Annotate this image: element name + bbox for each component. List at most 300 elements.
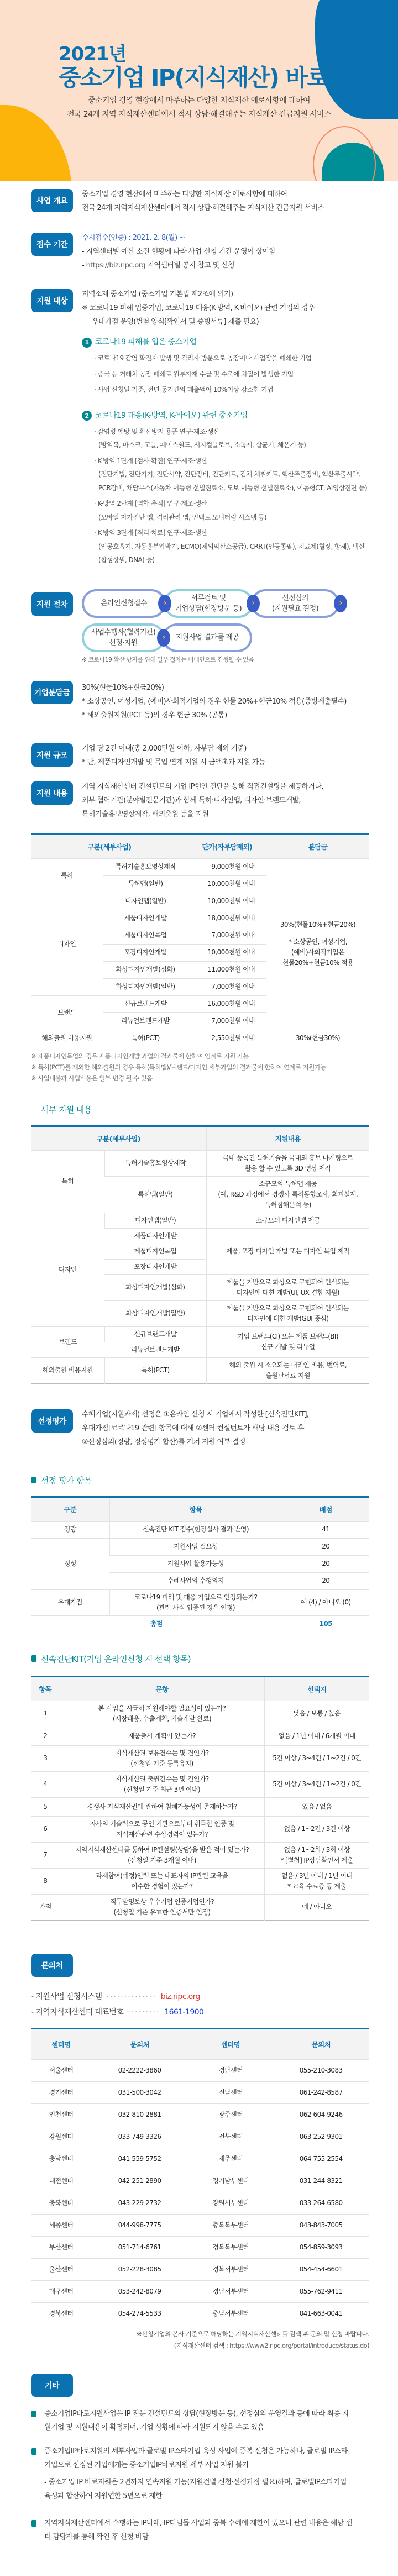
center-name-cell: 강원서부센터	[188, 2192, 273, 2214]
item-number: 8	[31, 1868, 60, 1894]
column-header: 선택지	[264, 1676, 369, 1701]
phone-cell: 033-264-6580	[273, 2192, 369, 2214]
system-link[interactable]: biz.ripc.org	[160, 1992, 200, 2001]
item-cell: 지원사업 활용가능성	[109, 1555, 282, 1572]
phone-cell: 063-252-9301	[273, 2126, 369, 2148]
dot-leader: ·········	[128, 2007, 160, 2017]
table-row	[31, 2192, 369, 2214]
center-name-cell: 대구센터	[31, 2280, 91, 2302]
subproject-cell: 특허(PCT)	[103, 1030, 188, 1047]
center-name-cell: 제주센터	[188, 2148, 273, 2170]
kit-table	[31, 1676, 369, 1921]
column-header: 문의처	[91, 2028, 188, 2059]
subproject-cell: 포장디자인개발	[104, 1259, 206, 1274]
question-cell: 지역지식재산센터를 통하여 IP컨설팅(상담)을 받은 적이 있는가? (신청일 기준 3개월 이내)	[60, 1842, 264, 1868]
item-number: 가점	[31, 1894, 60, 1920]
table-row	[31, 1727, 369, 1745]
description-cell: 제품을 기반으로 화상으로 구현되어 인식되는 디자인에 대한 개발(GUI 중심)	[206, 1300, 369, 1326]
chevron-right-icon: ›	[157, 629, 170, 647]
phone-cell: 054-454-6601	[273, 2258, 369, 2280]
category-cell: 해외출원 비용지원	[31, 1030, 103, 1047]
center-name-cell: 전남센터	[188, 2081, 273, 2103]
phone-cell: 051-714-6761	[91, 2236, 188, 2258]
etc-text: 지역지식재산센터에서 수행하는 IP나래, IP디딤돌 사업과 중복 수혜에 제한이 있으니 관련 내용은 해당 센터 담당자를 통해 확인 후 신청 바람	[44, 2519, 353, 2541]
label-badge: 지원 내용	[31, 781, 73, 805]
group-title: 코로나19 피해를 입은 중소기업	[95, 338, 197, 347]
phone-cell: 031-244-8321	[273, 2170, 369, 2192]
hero-banner	[0, 0, 398, 181]
table-row	[31, 1816, 369, 1842]
text-line: ※ 코로나19 피해 입증기업, 코로나19 대응(K-방역, K-바이오) 관련 기업의 경우	[82, 304, 315, 312]
text-line: 30%(현물10%+현금20%)	[82, 683, 164, 692]
square-bullet-icon	[31, 1477, 36, 1483]
table-row	[31, 2170, 369, 2192]
options-cell: 있음 / 없음	[264, 1797, 369, 1816]
center-name-cell: 부산센터	[31, 2236, 91, 2258]
number-badge-icon: 1	[82, 338, 92, 348]
question-cell: 과제참여(예정)인력 또는 대표자의 IP관련 교육을 이수한 경험이 있는가?	[60, 1868, 264, 1894]
category-cell: 브랜드	[31, 1326, 104, 1357]
subproject-cell: 특허기술홍보영상제작	[103, 858, 188, 875]
note-line: ※신청기업의 본사 기준으로 해당하는 지역지식재산센터를 검색 후 문의 및 신청 바랍니다.	[137, 2330, 369, 2338]
options-cell: 없음 / 1~2회 / 3회 이상 * [별첨] IP상담확인서 제출	[264, 1842, 369, 1868]
phone-cell: 055-210-3083	[273, 2059, 369, 2081]
section-share	[0, 681, 398, 722]
score-cell: 20	[282, 1538, 369, 1555]
target-item: · K-방역 1단계 [검사·확진] 연구·제조·생산 (진단기법, 진단기기, 진단시약, 진단장비, 진단키트, 검체 채취키트, 핵산추출장비, 핵산추출시약, PCR장비, 채담부스(자동차 이동형 선별진료소, 도보 이동형 선별진료소), 이동형CT, AI영상진단 등)	[94, 457, 367, 492]
options-cell: 5건 이상 / 3~4건 / 1~2건 / 0건	[264, 1745, 369, 1771]
table-row	[31, 2059, 369, 2081]
column-header: 구분(세부사업)	[31, 834, 188, 858]
subproject-cell: 신규브랜드개발	[103, 995, 188, 1012]
section-content	[0, 781, 398, 821]
center-name-cell: 전북센터	[188, 2126, 273, 2148]
table-row	[31, 1030, 369, 1047]
text-line: ③선정심의(정량, 정성평가 합산)를 거쳐 지원 여부 결정	[82, 1437, 245, 1446]
item-cell: 지원사업 필요성	[109, 1538, 282, 1555]
question-cell: 직무발명보상 우수기업 인증기업인가? (신청일 기준 유효한 인증서만 인정)	[60, 1894, 264, 1920]
subproject-cell: 화상디자인개발(심화)	[103, 961, 188, 978]
header-row	[31, 1676, 369, 1701]
table-row	[31, 1589, 369, 1615]
square-bullet-icon	[31, 2411, 36, 2417]
score-cell: 예 (4) / 아니오 (0)	[282, 1589, 369, 1615]
number-badge-icon: 2	[82, 411, 92, 421]
center-name-cell: 경기센터	[31, 2081, 91, 2103]
label-badge: 지원 절차	[31, 592, 73, 616]
options-cell: 5건 이상 / 3~4건 / 1~2건 / 0건	[264, 1771, 369, 1797]
procedure-step: 선정심의 (지원필요 결정)	[251, 589, 339, 618]
text-line: 외부 협력기관(분야별전문기관)과 함께 특허·디자인맵, 디자인·브랜드개발,	[82, 796, 301, 805]
phone-cell: 02-2222-3860	[91, 2059, 188, 2081]
table-row	[31, 1326, 369, 1342]
question-cell: 지식재산권 출원건수는 몇 건인가? (신청일 기준 최근 3년 이내)	[60, 1771, 264, 1797]
contact-phone: - 지역지식재산센터 대표번호 ········· 1661-1900	[31, 2007, 204, 2017]
category-cell: 특허	[31, 1150, 104, 1213]
category-cell: 정성	[31, 1538, 109, 1589]
category-cell: 해외출원 비용지원	[31, 1357, 104, 1383]
center-name-cell: 경기남부센터	[188, 2170, 273, 2192]
section-overview	[0, 189, 398, 215]
table-row	[31, 1842, 369, 1868]
procedure-step: 지원사업 결과물 제공	[163, 623, 252, 652]
price-cell: 9,000천원 이내	[188, 858, 266, 875]
target-item: · 사업 신청일 기준, 전년 동기간의 매출액이 10%이상 감소한 기업	[94, 386, 274, 394]
total-value: 105	[282, 1615, 369, 1633]
category-cell: 브랜드	[31, 995, 103, 1030]
square-bullet-icon	[31, 1655, 36, 1662]
total-row	[31, 1615, 369, 1633]
description-cell: 기업 브랜드(CI) 또는 제품 브랜드(BI) 신규 개발 및 리뉴얼	[206, 1326, 369, 1357]
price-notes	[0, 1051, 398, 1084]
item-cell: 신속진단 KIT 점수(현장실사 결과 반영)	[109, 1521, 282, 1538]
banner-title: 중소기업 IP(지식재산) 바로지원	[59, 64, 371, 91]
table-row	[31, 1213, 369, 1228]
center-name-cell: 경남센터	[188, 2059, 273, 2081]
phone-cell: 062-604-9246	[273, 2103, 369, 2126]
options-cell: 없음 / 3년 이내 / 1년 이내 * 교육 수료증 등 제출	[264, 1868, 369, 1894]
column-header: 문항	[60, 1676, 264, 1701]
column-header: 구분	[31, 1497, 109, 1521]
center-name-cell: 울산센터	[31, 2258, 91, 2280]
column-header: 센터명	[31, 2028, 91, 2059]
column-header: 항목	[109, 1497, 282, 1521]
subproject-cell: 디자인맵(일반)	[104, 1213, 206, 1228]
phone-cell: 043-843-7005	[273, 2214, 369, 2236]
period-main: 수시접수(연중) : 2021. 2. 8(월) ~	[82, 234, 185, 242]
column-header: 항목	[31, 1676, 60, 1701]
phone-cell: 054-859-3093	[273, 2236, 369, 2258]
label-badge: 기업분담금	[31, 681, 73, 704]
description-cell: 소규모의 디자인맵 제공	[206, 1213, 369, 1228]
contact-list	[0, 1989, 398, 2020]
label-badge: 접수 기간	[31, 233, 73, 256]
share-cell	[266, 858, 369, 1030]
section-evaluation	[0, 1409, 398, 1449]
square-bullet-icon	[31, 2448, 36, 2455]
target-item: · 감염병 예방 및 확산방지 용품 연구·제조·생산 (방역복, 마스크, 고글, 페이스쉴드, 서지컬글로브, 소독제, 살균기, 체온계 등)	[94, 427, 306, 449]
column-header: 분담금	[266, 834, 369, 858]
table-row	[31, 1150, 369, 1176]
banner-year: 2021년	[59, 43, 127, 65]
item-number: 2	[31, 1727, 60, 1745]
phone-number[interactable]: 1661-1900	[164, 2007, 204, 2017]
contact-table	[31, 2028, 369, 2325]
label-badge: 문의처	[31, 1954, 73, 1977]
subtitle-line: 전국 24개 지역 지식재산센터에서 적시 상담·해결해주는 지식재산 긴급지원 서비스	[67, 110, 331, 119]
score-cell: 20	[282, 1572, 369, 1589]
question-cell: 자사의 기술력으로 공인 기관으로부터 취득한 인증 및 지식재산관련 수상경력이 있는가?	[60, 1816, 264, 1842]
question-cell: 경쟁사 지식재산권에 관하여 침해가능성이 존재하는가?	[60, 1797, 264, 1816]
eval-heading	[0, 1475, 398, 1486]
options-cell: 없음 / 1~2건 / 3건 이상	[264, 1816, 369, 1842]
table-row	[31, 1771, 369, 1797]
table-row	[31, 1357, 369, 1383]
subproject-cell: 제품디자인개발	[104, 1228, 206, 1244]
text-line: 우대가점 운영(별첨 양식[확인서 및 증빙서류] 제출 필요)	[92, 318, 259, 326]
item-number: 1	[31, 1701, 60, 1727]
phone-cell: 053-242-8079	[91, 2280, 188, 2302]
label-badge: 지원 대상	[31, 289, 73, 312]
table-row	[31, 2280, 369, 2302]
phone-cell: 052-228-3085	[91, 2258, 188, 2280]
etc-subitem: - 중소기업 IP 바로지원은 2년까지 연속지원 가능(지원건별 신청·선정과정 필요)하며, 글로벌IP스타기업 육성과 합산하여 지원연한 5년으로 제한	[44, 2478, 347, 2500]
options-cell: 예 / 아니오	[264, 1894, 369, 1920]
section-inquiry	[0, 1954, 398, 1977]
subproject-cell: 특허기술홍보영상제작	[104, 1150, 206, 1176]
section-scale	[0, 743, 398, 769]
target-groups	[82, 335, 369, 567]
subproject-cell: 포장디자인개발	[103, 944, 188, 961]
phone-cell: 042-251-2890	[91, 2170, 188, 2192]
subproject-cell: 화상디자인개발(일반)	[103, 978, 188, 995]
price-cell: 10,000천원 이내	[188, 875, 266, 893]
question-cell: 제품출시 계획이 있는가?	[60, 1727, 264, 1745]
note-line: ※ 사업내용과 사업비용은 일부 변경 될 수 있음	[31, 1074, 153, 1082]
description-cell: 국내 등록된 특허기술을 국내외 홍보 마케팅으로 활용 할 수 있도록 3D 영상 제작	[206, 1150, 369, 1176]
label-badge: 기타	[31, 2374, 73, 2397]
label-badge: 사업 개요	[31, 189, 73, 212]
heading-text: 선정 평가 항목	[41, 1475, 92, 1486]
phone-cell: 054-274-5533	[91, 2302, 188, 2325]
dot-leader: ··············	[106, 1992, 156, 2001]
procedure-step: 온라인신청접수	[82, 589, 166, 618]
table-row	[31, 2236, 369, 2258]
section-etc	[0, 2374, 398, 2397]
banner-subtitle	[0, 94, 398, 122]
contact-note	[0, 2328, 369, 2352]
category-cell: 디자인	[31, 1213, 104, 1326]
square-bullet-icon	[31, 2520, 36, 2527]
table-row	[31, 2103, 369, 2126]
item-number: 7	[31, 1842, 60, 1868]
center-name-cell: 충북센터	[31, 2192, 91, 2214]
description-cell: 제품을 기반으로 화상으로 구현되어 인식되는 디자인에 대한 개발(UI, UX 결합 지원)	[206, 1274, 369, 1300]
price-cell: 7,000천원 이내	[188, 978, 266, 995]
item-cell: 수혜사업의 수행의지	[109, 1572, 282, 1589]
target-item: · 코로나19 감염 확진자 발생 및 격리자 방문으로 공장이나 사업장을 폐쇄한 기업	[94, 354, 312, 362]
category-cell: 정량	[31, 1521, 109, 1538]
text-line: 지역 지식재산센터 컨설턴트의 기업 IP현안 진단을 통해 직접컨설팅을 제공하거나,	[82, 782, 323, 791]
text-line: 특허기술홍보영상제작, 해외출원 등을 지원	[82, 810, 209, 819]
contact-label: 지원사업 신청시스템	[35, 1992, 102, 2001]
subproject-cell: 특허맵(일반)	[104, 1176, 206, 1213]
subproject-cell: 제품디자인목업	[103, 927, 188, 944]
text-line: - https://biz.ripc.org 지역센터별 공지 참고 및 신청	[82, 261, 235, 270]
center-name-cell: 강원센터	[31, 2126, 91, 2148]
etc-text: 중소기업IP바로지원의 세부사업과 글로벌 IP스타기업 육성 사업에 중복 신청은 가능하나, 글로벌 IP스타기업으로 선정된 기업에게는 중소기업IP바로지원 세부 사업 지원 불가	[44, 2447, 348, 2469]
phone-cell: 061-242-8587	[273, 2081, 369, 2103]
question-cell: 본 사업을 시급히 지원해야할 필요성이 있는가? (시장대응, 수출계획, 기술개발 완료)	[60, 1701, 264, 1727]
kit-heading	[0, 1653, 398, 1665]
phone-cell: 064-755-2554	[273, 2148, 369, 2170]
column-header: 지원내용	[206, 1126, 369, 1150]
text-line: 우대가점[코로나19 관련] 항목에 대해 ②센터 컨설턴트가 해당 내용 검토 후	[82, 1424, 304, 1433]
target-item: · K-방역 3단계 [격리·치료] 연구·제조·생산 (인공호흡기, 자동흉부압박기, ECMO(체외막산소공급), CRRT(인공콩팥), 치료제(혈장, 항체), 백신(합성항원, DNA) 등)	[94, 529, 365, 564]
detail-heading: 세부 지원 내용	[41, 1104, 92, 1115]
target-item: · K-방역 2단계 [역학·추적] 연구·제조·생산 (모바일 자가진단 앱, 격리관리 앱, 언택트 모니터링 시스템 등)	[94, 500, 267, 521]
text-line: * 단, 제품디자인개발 및 목업 연계 지원 시 금액초과 지원 가능	[82, 758, 265, 767]
subproject-cell: 특허맵(일반)	[103, 875, 188, 893]
price-cell: 16,000천원 이내	[188, 995, 266, 1012]
procedure-step: 사업수행사(협력기관) 선정·지원	[82, 623, 165, 652]
phone-cell: 055-762-9411	[273, 2280, 369, 2302]
options-cell: 없음 / 1년 이내 / 6개월 이내	[264, 1727, 369, 1745]
table-row	[31, 2148, 369, 2170]
chevron-right-icon: ›	[158, 595, 171, 612]
column-header: 문의처	[273, 2028, 369, 2059]
table-row	[31, 1868, 369, 1894]
etc-list	[0, 2407, 354, 2544]
label-badge: 지원 규모	[31, 743, 73, 767]
header-row	[31, 1497, 369, 1521]
target-group-title	[82, 409, 369, 423]
category-cell: 우대가점	[31, 1589, 109, 1615]
table-row	[31, 2302, 369, 2325]
subproject-cell: 신규브랜드개발	[104, 1326, 206, 1342]
phone-cell: 043-229-2732	[91, 2192, 188, 2214]
subproject-cell: 디자인맵(일반)	[103, 893, 188, 910]
biz-link[interactable]: https://biz.ripc.org	[86, 261, 145, 270]
note-line: ※ 특허(PCT)를 제외한 해외출원의 경우 특허(특허맵)/브랜드/디자인 세부과업의 결과물에 한하여 연계로 지원가능	[31, 1063, 326, 1071]
item-cell: 코로나19 피해 및 대응 기업으로 인정되는가? (관련 사실 입증된 경우 인정)	[109, 1589, 282, 1615]
evaluation-table	[31, 1496, 369, 1633]
heading-text: 신속진단KIT(기업 온라인신청 시 선택 항목)	[41, 1654, 191, 1664]
text: 지역센터별 공지 참고 및 신청	[145, 261, 235, 270]
etc-text: 중소기업IP바로지원사업은 IP 전문 컨설턴트의 상담(현장방문 등), 선정심의 운영결과 등에 따라 최종 지원기업 및 지원내용이 확정되며, 기업 상황에 따라 지원되지 않을 수도 있음	[44, 2409, 349, 2432]
target-group-items	[82, 425, 369, 567]
decorative-ring-shape	[313, 126, 376, 181]
share-note: * 소상공인, 여성기업, (예비)사회적기업은 현물20%+현금10% 적용	[282, 938, 354, 967]
price-cell: 10,000천원 이내	[188, 893, 266, 910]
note-line: ※ 제품디자인목업의 경우 제품디자인개발 과업의 결과물에 한하여 연계로 지원 가능	[31, 1052, 249, 1060]
procedure-flow	[82, 589, 369, 655]
table-row	[31, 2214, 369, 2236]
subproject-cell: 제품디자인개발	[103, 910, 188, 927]
text-line: 기업 당 2건 이내(총 2,000만원 이하, 자부담 제외 기준)	[82, 744, 247, 753]
center-name-cell: 광주센터	[188, 2103, 273, 2126]
table-row	[31, 858, 369, 875]
table-row	[31, 2081, 369, 2103]
center-name-cell: 충남서부센터	[188, 2302, 273, 2325]
column-header: 구분(세부사업)	[31, 1126, 206, 1150]
header-row	[31, 834, 369, 858]
center-name-cell: 충북북부센터	[188, 2214, 273, 2236]
item-number: 5	[31, 1797, 60, 1816]
price-cell: 11,000천원 이내	[188, 961, 266, 978]
section-target	[0, 289, 398, 569]
phone-cell: 044-998-7775	[91, 2214, 188, 2236]
phone-cell: 033-749-3326	[91, 2126, 188, 2148]
subproject-cell: 화상디자인개발(일반)	[104, 1300, 206, 1326]
subproject-cell: 리뉴얼브랜드개발	[103, 1012, 188, 1030]
table-row	[31, 1894, 369, 1920]
price-cell: 7,000천원 이내	[188, 927, 266, 944]
text-line: 지역소재 중소기업 (중소기업 기본법 제2조에 의거)	[82, 290, 233, 298]
price-table	[31, 833, 369, 1047]
target-group-items	[82, 351, 369, 397]
description-cell: 제품, 포장 디자인 개발 또는 디자인 목업 제작	[206, 1228, 369, 1274]
center-name-cell: 경남서부센터	[188, 2280, 273, 2302]
table-row	[31, 2258, 369, 2280]
note-line	[0, 2340, 369, 2352]
text-line: * 소상공인, 여성기업, (예비)사회적기업의 경우 현물 20%+현금10% 적용(증빙제출필수)	[82, 697, 347, 706]
contact-system: - 지원사업 신청시스템 ·············· biz.ripc.org	[31, 1992, 200, 2001]
item-number: 3	[31, 1745, 60, 1771]
column-header: 배점	[282, 1497, 369, 1521]
price-cell: 18,000천원 이내	[188, 910, 266, 927]
label-badge: 선정평가	[31, 1409, 73, 1433]
table-row	[31, 1745, 369, 1771]
text: (지식재산센터 검색 :	[174, 2341, 230, 2349]
table-row	[31, 1521, 369, 1538]
table-row	[31, 2126, 369, 2148]
etc-item	[31, 2444, 354, 2472]
subproject-cell: 화상디자인개발(심화)	[104, 1274, 206, 1300]
price-cell: 10,000천원 이내	[188, 944, 266, 961]
item-number: 4	[31, 1771, 60, 1797]
target-item: · 중국 등 거래처 공장 폐쇄로 원부자재 수급 및 수출에 차질이 발생한 기업	[94, 370, 294, 378]
phone-cell: 041-559-5752	[91, 2148, 188, 2170]
category-cell: 디자인	[31, 893, 103, 995]
phone-cell: 031-500-3042	[91, 2081, 188, 2103]
text-line: 수혜기업(지원과제) 선정은 ①온라인 신청 시 기업에서 작성한 [신속진단KIT],	[82, 1410, 309, 1419]
center-name-cell: 인천센터	[31, 2103, 91, 2126]
column-header: 센터명	[188, 2028, 273, 2059]
header-row	[31, 2028, 369, 2059]
table-row	[31, 1701, 369, 1727]
center-name-cell: 세종센터	[31, 2214, 91, 2236]
text-line: - 지역센터별 예산 소진 현황에 따라 사업 신청 기간 운영이 상이함	[82, 248, 276, 256]
target-group-title	[82, 335, 369, 349]
chevron-right-icon: ›	[334, 595, 347, 612]
total-label: 총점	[31, 1615, 282, 1633]
chevron-right-icon: ›	[247, 595, 260, 612]
contact-label: 지역지식재산센터 대표번호	[35, 2007, 124, 2017]
procedure-step: 서류검토 및 기업상담(현장방문 등)	[164, 589, 253, 618]
column-header: 단가(자부담제외)	[188, 834, 266, 858]
price-cell: 7,000천원 이내	[188, 1012, 266, 1030]
text: )	[367, 2341, 369, 2349]
phone-cell: 032-810-2881	[91, 2103, 188, 2126]
center-name-cell: 경북북부센터	[188, 2236, 273, 2258]
table-row	[31, 1797, 369, 1816]
detail-table	[31, 1125, 369, 1384]
center-name-cell: 경북서부센터	[188, 2258, 273, 2280]
table-row	[31, 1538, 369, 1555]
search-link[interactable]: https://www2.ripc.org/portal/introduce/status.do	[229, 2341, 368, 2349]
section-procedure	[0, 589, 398, 664]
procedure-note: ※ 코로나19 확산 방지를 위해 일부 절차는 비대면으로 진행될 수 있음	[82, 655, 254, 663]
description-cell: 소규모의 특허맵 제공 (예, R&D 과정에서 경쟁사 특허동향조사, 회피설계, 특허침해분석 등)	[206, 1176, 369, 1213]
item-number: 6	[31, 1816, 60, 1842]
subproject-cell: 제품디자인목업	[104, 1244, 206, 1259]
etc-item	[31, 2516, 354, 2544]
center-name-cell: 경북센터	[31, 2302, 91, 2325]
subproject-cell: 특허(PCT)	[104, 1357, 206, 1383]
price-cell: 2,550천원 이내	[188, 1030, 266, 1047]
group-title: 코로나19 대응(K-방역, K-바이오) 관련 중소기업	[95, 411, 248, 420]
category-cell: 특허	[31, 858, 103, 893]
phone-cell: 041-663-0041	[273, 2302, 369, 2325]
score-cell: 20	[282, 1555, 369, 1572]
share-main: 30%(현물10%+현금20%)	[280, 921, 356, 928]
description-cell: 해외 출원 시 소요되는 대리인 비용, 번역료, 출원관납료 지원	[206, 1357, 369, 1383]
text-line: * 해외출원지원(PCT 등)의 경우 현금 30% (공통)	[82, 711, 227, 720]
section-period	[0, 233, 398, 272]
center-name-cell: 대전센터	[31, 2170, 91, 2192]
subproject-cell: 리뉴얼브랜드개발	[104, 1342, 206, 1357]
